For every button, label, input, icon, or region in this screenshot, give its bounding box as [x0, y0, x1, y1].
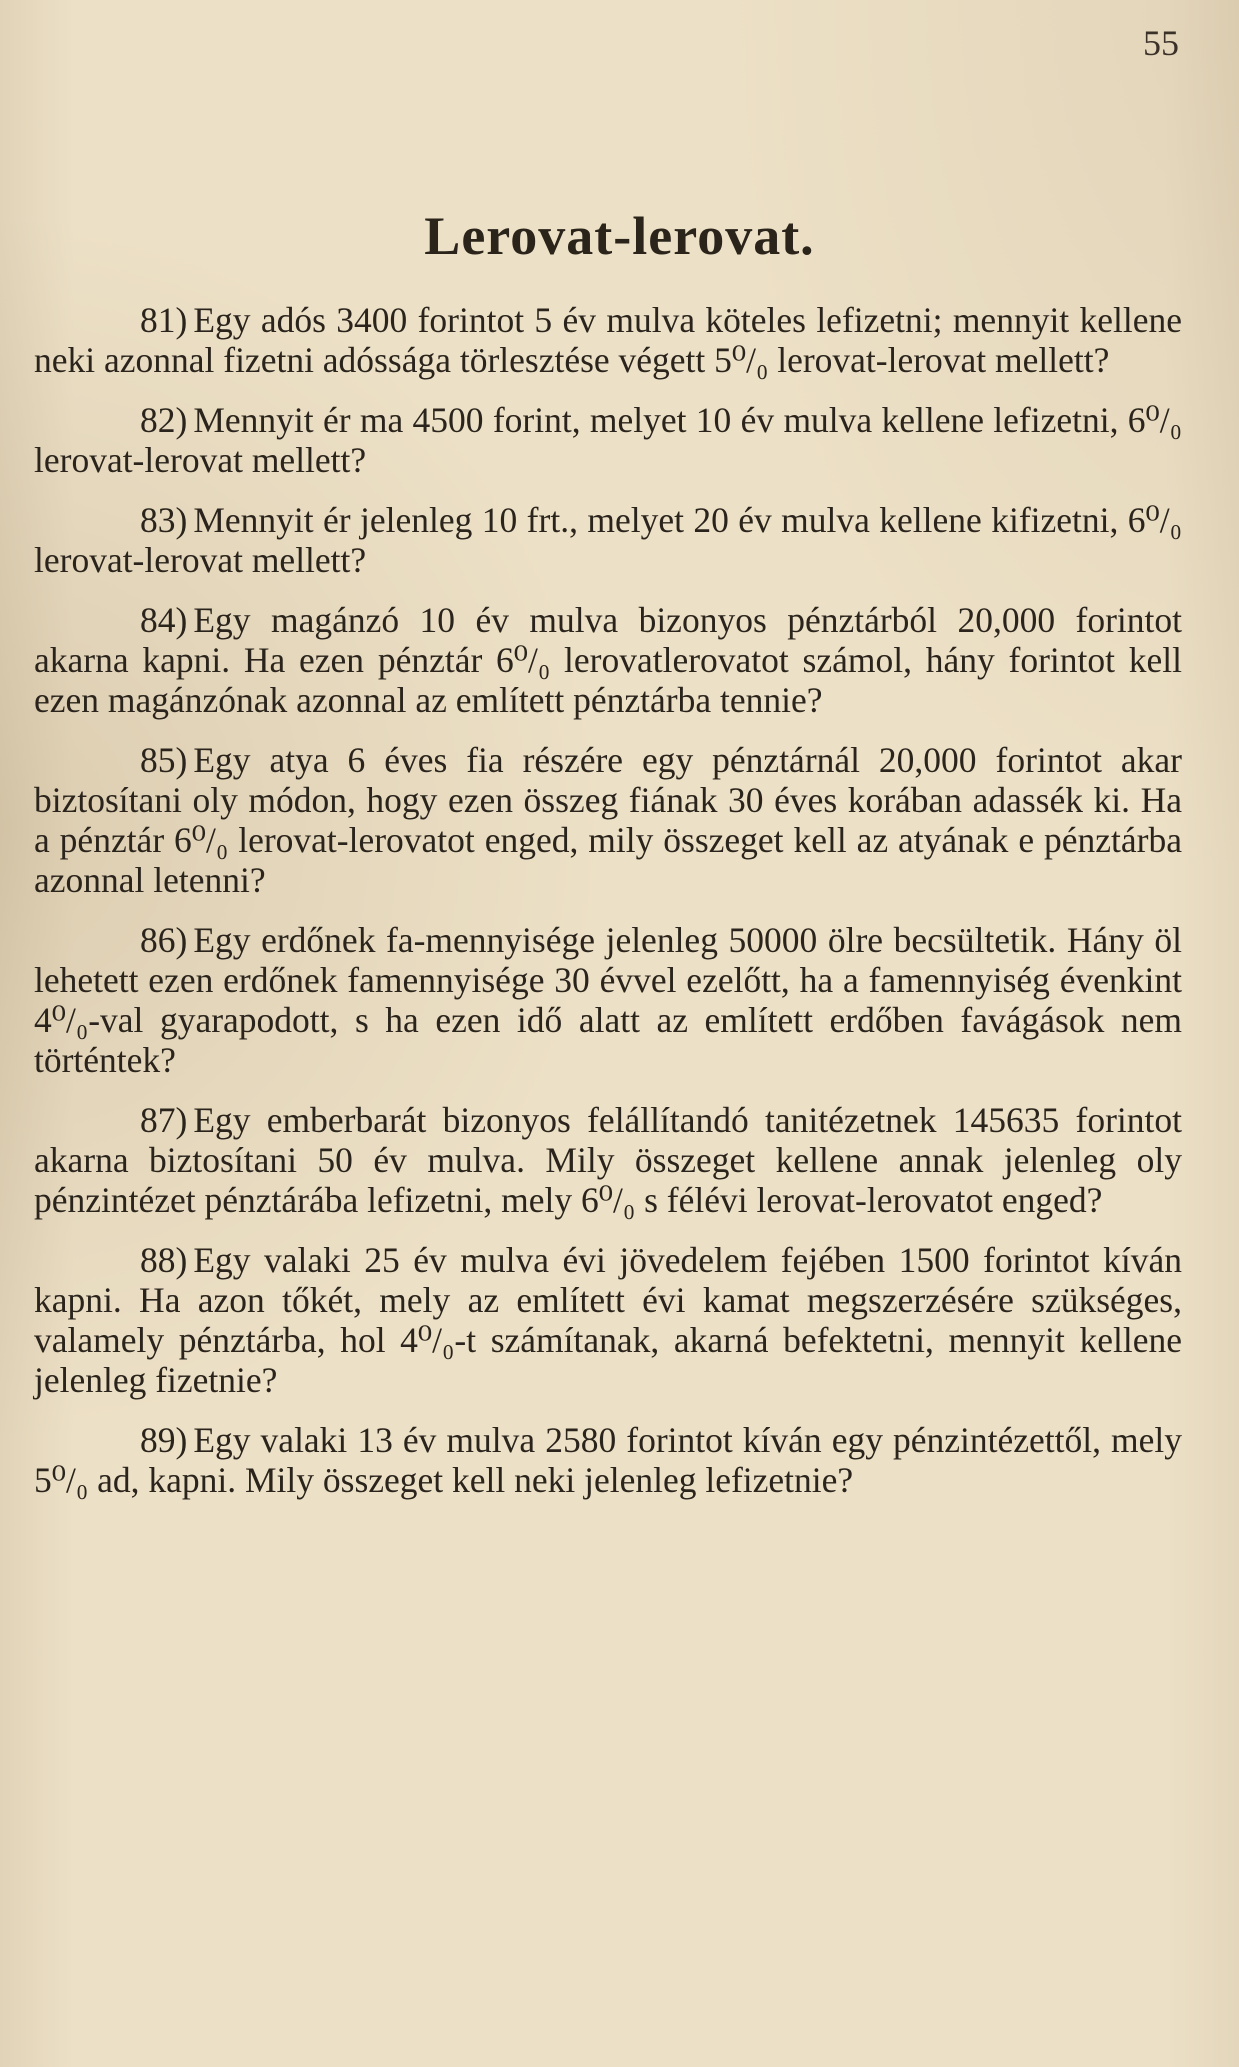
problem-number: 84) — [140, 600, 188, 640]
problem-number: 87) — [140, 1100, 188, 1140]
problem-number: 86) — [140, 920, 188, 960]
problem-text: Mennyit ér jelenleg 10 frt., melyet 20 év mulva kellene kifizetni, 6⁰/₀ lerovat-lerovat mellett? — [34, 500, 1182, 580]
problem-85 — [34, 740, 1182, 900]
problem-86 — [34, 920, 1182, 1080]
problem-text: Mennyit ér ma 4500 forint, melyet 10 év mulva kellene lefizetni, 6⁰/₀ lerovat-lerovat mellett? — [34, 400, 1182, 480]
problem-89 — [34, 1420, 1182, 1500]
problem-88 — [34, 1240, 1182, 1400]
problem-text: Egy atya 6 éves fia részére egy pénztárnál 20,000 forintot akar biztosítani oly módon, hogy ezen összeg fiának 30 éves korában adassék ki. Ha a pénztár 6⁰/₀ lerovat-lerovatot enged, mily összeget kell az atyának e pénztárba azonnal letenni? — [34, 740, 1182, 900]
problem-number: 81) — [140, 300, 188, 340]
problem-text: Egy valaki 25 év mulva évi jövedelem fejében 1500 forintot kíván kapni. Ha azon tőkét, mely az említett évi kamat megszerzésére szükséges, valamely pénztárba, hol 4⁰/₀-t számítanak, akarná befektetni, mennyit kellene jelenleg fizetnie? — [34, 1240, 1182, 1400]
problem-number: 82) — [140, 400, 188, 440]
problem-number: 85) — [140, 740, 188, 780]
problem-82 — [34, 400, 1182, 480]
problem-text: Egy valaki 13 év mulva 2580 forintot kíván egy pénzintézettől, mely 5⁰/₀ ad, kapni. Mily összeget kell neki jelenleg lefizetnie? — [34, 1420, 1182, 1500]
problem-number: 83) — [140, 500, 188, 540]
problem-number: 89) — [140, 1420, 188, 1460]
problem-text: Egy adós 3400 forintot 5 év mulva köteles lefizetni; mennyit kellene neki azonnal fizetni adóssága törlesztése végett 5⁰/₀ lerovat-lerovat mellett? — [34, 300, 1182, 380]
section-title: Lerovat-lerovat. — [424, 206, 815, 266]
problem-text: Egy magánzó 10 év mulva bizonyos pénztárból 20,000 forintot akarna kapni. Ha ezen pénztár 6⁰/₀ lerovatlerovatot számol, hány forintot kell ezen magánzónak azonnal az említett pénztárba tennie? — [34, 600, 1182, 720]
problem-text: Egy erdőnek fa-mennyisége jelenleg 50000 ölre becsültetik. Hány öl lehetett ezen erdőnek famennyisége 30 évvel ezelőtt, ha a famennyiség évenkint 4⁰/₀-val gyarapodott, s ha ezen idő alatt az említett erdőben favágások nem történtek? — [34, 920, 1182, 1080]
problem-list — [34, 300, 1182, 1520]
page-number: 55 — [1143, 23, 1179, 63]
problem-83 — [34, 500, 1182, 580]
problem-84 — [34, 600, 1182, 720]
problem-87 — [34, 1100, 1182, 1220]
problem-81 — [34, 300, 1182, 380]
problem-text: Egy emberbarát bizonyos felállítandó tanitézetnek 145635 forintot akarna biztosítani 50 év mulva. Mily összeget kellene annak jelenleg oly pénzintézet pénztárába lefizetni, mely 6⁰/₀ s félévi lerovat-lerovatot enged? — [34, 1100, 1182, 1220]
problem-number: 88) — [140, 1240, 188, 1280]
